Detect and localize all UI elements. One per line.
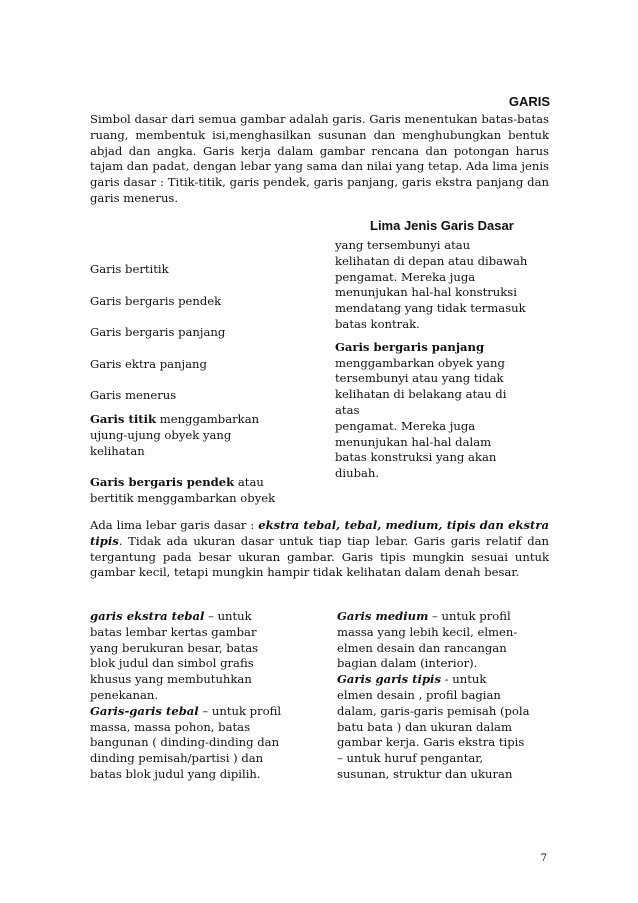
section-title: Lima Jenis Garis Dasar <box>370 218 514 233</box>
desc-line: khusus yang membutuhkan <box>90 672 252 687</box>
widths-terms: ekstra tebal, tebal, medium, tipis dan ekstra tipis <box>90 518 549 548</box>
intro-paragraph: Simbol dasar dari semua gambar adalah garis. Garis menentukan batas-batas ruang, membentuk isi,menghasilkan susunan dan menghubungkan bentuk abjad dan angka. Garis kerja dalam gambar rencana dan potongan harus tajam dan padat, dengan lebar yang sama dan nilai yang tetap. Ada lima jenis garis dasar : Titik-titik, garis pendek, garis panjang, garis ekstra panjang dan garis menerus. <box>90 112 549 205</box>
desc-line: Garis bergaris pendek atau <box>90 475 264 490</box>
right-description-block <box>335 238 560 482</box>
line-type-item: Garis menerus <box>90 388 177 402</box>
desc-line: susunan, struktur dan ukuran <box>337 766 513 781</box>
desc-line: atas <box>335 402 360 417</box>
desc-line: elmen desain dan rancangan <box>337 640 507 655</box>
line-type-item: Garis bergaris pendek <box>90 294 222 308</box>
line-type-item: Garis ektra panjang <box>90 357 207 371</box>
term-garis-tebal: Garis-garis tebal <box>90 703 199 718</box>
desc-line: gambar kerja. Garis ekstra tipis <box>337 735 525 750</box>
line-type-item: Garis bertitik <box>90 262 169 276</box>
desc-line: yang berukuran besar, batas <box>90 640 259 655</box>
widths-paragraph: Ada lima lebar garis dasar : ekstra tebal, tebal, medium, tipis dan ekstra tipis. Tidak ada ukuran dasar untuk tiap tiap lebar. Garis garis relatif dan tergantung pada besar ukuran gambar. Garis tipis mungkin sesuai untuk gambar kecil, tetapi mungkin hampir tidak kelihatan dalam denah besar. <box>90 518 549 580</box>
desc-line: blok judul dan simbol grafis <box>90 656 254 671</box>
term-garis-medium: Garis medium <box>337 609 429 623</box>
desc-line: Garis garis tipis - untuk <box>337 672 487 687</box>
desc-line: menunjukan hal-hal konstruksi <box>335 285 517 300</box>
desc-line: pengamat. Mereka juga <box>335 269 476 284</box>
page-number: 7 <box>540 853 547 864</box>
term-garis-panjang: Garis bergaris panjang <box>335 339 485 354</box>
desc-line: diubah. <box>335 466 380 481</box>
desc-line: kelihatan di belakang atau di <box>335 387 507 402</box>
desc-line: penekanan. <box>90 687 159 702</box>
desc-line: massa yang lebih kecil, elmen- <box>337 624 518 639</box>
desc-line: Garis medium – untuk profil <box>337 609 511 623</box>
desc-line: bertitik menggambarkan obyek <box>90 490 276 505</box>
desc-line: tersembunyi atau yang tidak <box>335 371 504 386</box>
desc-line: dalam, garis-garis pemisah (pola <box>337 703 530 718</box>
desc-line: batas lembar kertas gambar <box>90 624 257 639</box>
desc-line: garis ekstra tebal – untuk <box>90 609 252 623</box>
term-garis-pendek: Garis bergaris pendek <box>90 475 235 490</box>
desc-line: yang tersembunyi atau <box>335 238 471 252</box>
term-ekstra-tebal: garis ekstra tebal <box>90 609 205 623</box>
line-type-item: Garis bergaris panjang <box>90 325 226 339</box>
desc-line: Garis titik menggambarkan <box>90 412 260 426</box>
desc-line: mendatang yang tidak termasuk <box>335 301 526 316</box>
left-description-block <box>90 412 330 507</box>
desc-line: batas kontrak. <box>335 316 420 331</box>
term-garis-tipis: Garis garis tipis <box>337 672 441 687</box>
desc-line: batu bata ) dan ukuran dalam <box>337 719 512 734</box>
widths-right-column <box>337 609 562 783</box>
desc-line: menunjukan hal-hal dalam <box>335 434 492 449</box>
desc-line: Garis-garis tebal – untuk profil <box>90 703 282 718</box>
desc-line: bagian dalam (interior). <box>337 656 478 671</box>
desc-line: batas blok judul yang dipilih. <box>90 766 261 781</box>
desc-line: batas konstruksi yang akan <box>335 450 497 465</box>
desc-line: – untuk huruf pengantar, <box>337 751 484 766</box>
desc-line: pengamat. Mereka juga <box>335 418 476 433</box>
page-title: GARIS <box>508 94 550 109</box>
widths-left-column <box>90 609 325 783</box>
desc-line: ujung-ujung obyek yang <box>90 427 232 442</box>
desc-line: kelihatan <box>90 443 145 458</box>
desc-line: massa, massa pohon, batas <box>90 719 251 734</box>
desc-line: dinding pemisah/partisi ) dan <box>90 751 264 766</box>
desc-line: elmen desain , profil bagian <box>337 687 501 702</box>
term-garis-titik: Garis titik <box>90 412 157 426</box>
desc-line: bangunan ( dinding-dinding dan <box>90 735 280 750</box>
desc-line: kelihatan di depan atau dibawah <box>335 253 528 268</box>
desc-line: menggambarkan obyek yang <box>335 355 505 370</box>
